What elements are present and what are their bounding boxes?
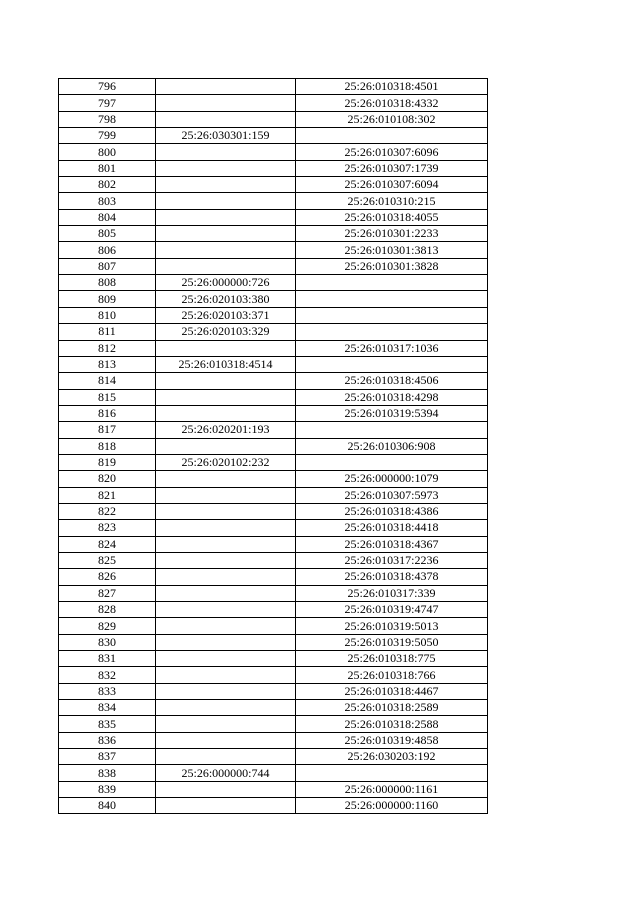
cadastral-number-cell-left [156,487,296,503]
cadastral-number-cell-left [156,781,296,797]
cadastral-number-cell-left [156,193,296,209]
cadastral-number-cell-right: 25:26:000000:1161 [296,781,488,797]
row-number-cell: 796 [59,79,156,95]
table-row [59,520,488,536]
row-number-cell: 817 [59,422,156,438]
table-row [59,602,488,618]
table-row [59,749,488,765]
table-row [59,291,488,307]
cadastral-number-cell-right [296,291,488,307]
table-row [59,177,488,193]
table-row [59,487,488,503]
row-number-cell: 802 [59,177,156,193]
cadastral-number-cell-left [156,111,296,127]
table-body [59,79,488,814]
table-row [59,585,488,601]
cadastral-number-cell-right [296,128,488,144]
row-number-cell: 800 [59,144,156,160]
table-row [59,324,488,340]
row-number-cell: 798 [59,111,156,127]
table-row [59,242,488,258]
row-number-cell: 797 [59,95,156,111]
table-row [59,471,488,487]
cadastral-number-cell-right [296,307,488,323]
cadastral-number-cell-right: 25:26:010307:1739 [296,160,488,176]
cadastral-number-cell-left: 25:26:000000:744 [156,765,296,781]
cadastral-number-cell-right [296,356,488,372]
row-number-cell: 812 [59,340,156,356]
row-number-cell: 811 [59,324,156,340]
table-row [59,700,488,716]
cadastral-number-cell-right: 25:26:010318:4378 [296,569,488,585]
table-row [59,373,488,389]
cadastral-number-cell-right: 25:26:010318:2588 [296,716,488,732]
cadastral-number-cell-right: 25:26:000000:1079 [296,471,488,487]
row-number-cell: 822 [59,503,156,519]
row-number-cell: 816 [59,405,156,421]
cadastral-number-cell-left [156,503,296,519]
cadastral-number-cell-right: 25:26:030203:192 [296,749,488,765]
table-row [59,454,488,470]
cadastral-number-cell-right: 25:26:010318:4367 [296,536,488,552]
cadastral-number-cell-right: 25:26:010108:302 [296,111,488,127]
cadastral-number-cell-left [156,389,296,405]
cadastral-number-cell-left: 25:26:020103:371 [156,307,296,323]
row-number-cell: 838 [59,765,156,781]
cadastral-number-cell-right: 25:26:010301:3813 [296,242,488,258]
cadastral-number-cell-right: 25:26:010319:5394 [296,405,488,421]
cadastral-number-cell-left [156,405,296,421]
cadastral-number-cell-right: 25:26:010318:4467 [296,683,488,699]
table-row [59,405,488,421]
cadastral-number-cell-left [156,634,296,650]
cadastral-number-cell-left [156,160,296,176]
cadastral-number-cell-right: 25:26:010318:4055 [296,209,488,225]
cadastral-number-cell-left [156,651,296,667]
cadastral-number-cell-left [156,667,296,683]
cadastral-number-cell-right: 25:26:010318:4506 [296,373,488,389]
row-number-cell: 803 [59,193,156,209]
cadastral-number-cell-left [156,683,296,699]
cadastral-number-cell-left: 25:26:010318:4514 [156,356,296,372]
cadastral-number-cell-left [156,569,296,585]
cadastral-number-cell-right: 25:26:010318:4418 [296,520,488,536]
cadastral-number-cell-right [296,454,488,470]
table-row [59,438,488,454]
table-row [59,732,488,748]
row-number-cell: 835 [59,716,156,732]
cadastral-number-cell-left [156,732,296,748]
cadastral-number-cell-left [156,602,296,618]
cadastral-number-cell-right: 25:26:010317:339 [296,585,488,601]
table-row [59,144,488,160]
cadastral-number-cell-right [296,275,488,291]
row-number-cell: 810 [59,307,156,323]
cadastral-number-cell-left [156,95,296,111]
row-number-cell: 804 [59,209,156,225]
cadastral-number-cell-right [296,324,488,340]
cadastral-number-cell-right: 25:26:010318:4298 [296,389,488,405]
table-row [59,340,488,356]
row-number-cell: 829 [59,618,156,634]
row-number-cell: 832 [59,667,156,683]
cadastral-number-cell-right: 25:26:010318:2589 [296,700,488,716]
row-number-cell: 825 [59,552,156,568]
table-row [59,422,488,438]
cadastral-number-cell-right: 25:26:010317:2236 [296,552,488,568]
cadastral-number-cell-left [156,618,296,634]
cadastral-number-cell-right: 25:26:010307:5973 [296,487,488,503]
cadastral-number-cell-left [156,798,296,814]
row-number-cell: 836 [59,732,156,748]
table-row [59,618,488,634]
cadastral-number-cell-left [156,373,296,389]
cadastral-number-cell-left [156,536,296,552]
cadastral-number-cell-left [156,209,296,225]
row-number-cell: 815 [59,389,156,405]
table-row [59,552,488,568]
row-number-cell: 819 [59,454,156,470]
row-number-cell: 839 [59,781,156,797]
row-number-cell: 806 [59,242,156,258]
table-row [59,79,488,95]
cadastral-number-cell-left [156,258,296,274]
cadastral-number-cell-left [156,177,296,193]
cadastral-number-cell-right: 25:26:010318:766 [296,667,488,683]
cadastral-number-cell-left [156,749,296,765]
cadastral-number-cell-right: 25:26:010301:2233 [296,226,488,242]
cadastral-number-cell-right: 25:26:010319:4747 [296,602,488,618]
table-row [59,160,488,176]
cadastral-number-cell-left: 25:26:020201:193 [156,422,296,438]
row-number-cell: 814 [59,373,156,389]
cadastral-number-cell-left [156,340,296,356]
cadastral-number-cell-right: 25:26:000000:1160 [296,798,488,814]
row-number-cell: 823 [59,520,156,536]
table-row [59,307,488,323]
cadastral-number-cell-left [156,438,296,454]
row-number-cell: 833 [59,683,156,699]
cadastral-number-cell-right: 25:26:010306:908 [296,438,488,454]
cadastral-number-cell-right: 25:26:010307:6094 [296,177,488,193]
cadastral-number-cell-left [156,520,296,536]
table-row [59,193,488,209]
cadastral-number-cell-left: 25:26:000000:726 [156,275,296,291]
row-number-cell: 840 [59,798,156,814]
cadastral-number-cell-right: 25:26:010310:215 [296,193,488,209]
table-row [59,667,488,683]
row-number-cell: 837 [59,749,156,765]
cadastral-number-cell-left [156,242,296,258]
table-row [59,569,488,585]
cadastral-number-cell-right: 25:26:010318:4501 [296,79,488,95]
cadastral-number-cell-left [156,585,296,601]
row-number-cell: 805 [59,226,156,242]
row-number-cell: 809 [59,291,156,307]
table-row [59,275,488,291]
row-number-cell: 821 [59,487,156,503]
cadastral-number-cell-left [156,716,296,732]
cadastral-number-cell-right: 25:26:010301:3828 [296,258,488,274]
row-number-cell: 813 [59,356,156,372]
cadastral-number-cell-left: 25:26:020103:329 [156,324,296,340]
table-row [59,503,488,519]
cadastral-number-cell-left [156,226,296,242]
cadastral-number-cell-right: 25:26:010307:6096 [296,144,488,160]
row-number-cell: 801 [59,160,156,176]
row-number-cell: 834 [59,700,156,716]
cadastral-number-cell-right: 25:26:010318:775 [296,651,488,667]
table-row [59,651,488,667]
cadastral-number-cell-right [296,765,488,781]
cadastral-number-cell-right: 25:26:010319:4858 [296,732,488,748]
row-number-cell: 799 [59,128,156,144]
cadastral-number-cell-left: 25:26:020103:380 [156,291,296,307]
table-row [59,128,488,144]
table-row [59,389,488,405]
table-row [59,781,488,797]
row-number-cell: 824 [59,536,156,552]
cadastral-number-cell-left [156,700,296,716]
cadastral-number-cell-right: 25:26:010318:4332 [296,95,488,111]
cadastral-number-cell-left [156,144,296,160]
table-row [59,209,488,225]
row-number-cell: 830 [59,634,156,650]
cadastral-number-cell-left [156,471,296,487]
cadastral-number-cell-right [296,422,488,438]
cadastral-number-cell-right: 25:26:010317:1036 [296,340,488,356]
table-row [59,798,488,814]
row-number-cell: 831 [59,651,156,667]
row-number-cell: 820 [59,471,156,487]
table-row [59,634,488,650]
table-row [59,95,488,111]
row-number-cell: 807 [59,258,156,274]
cadastral-number-cell-left: 25:26:030301:159 [156,128,296,144]
cadastral-number-cell-right: 25:26:010319:5013 [296,618,488,634]
cadastral-number-table [58,78,488,814]
cadastral-number-cell-right: 25:26:010319:5050 [296,634,488,650]
row-number-cell: 827 [59,585,156,601]
row-number-cell: 826 [59,569,156,585]
cadastral-number-cell-right: 25:26:010318:4386 [296,503,488,519]
row-number-cell: 818 [59,438,156,454]
table-row [59,683,488,699]
table-row [59,111,488,127]
row-number-cell: 808 [59,275,156,291]
table-row [59,716,488,732]
row-number-cell: 828 [59,602,156,618]
table-row [59,258,488,274]
table-row [59,226,488,242]
cadastral-number-cell-left [156,552,296,568]
cadastral-number-cell-left: 25:26:020102:232 [156,454,296,470]
cadastral-number-cell-left [156,79,296,95]
table-row [59,536,488,552]
table-row [59,765,488,781]
table-row [59,356,488,372]
